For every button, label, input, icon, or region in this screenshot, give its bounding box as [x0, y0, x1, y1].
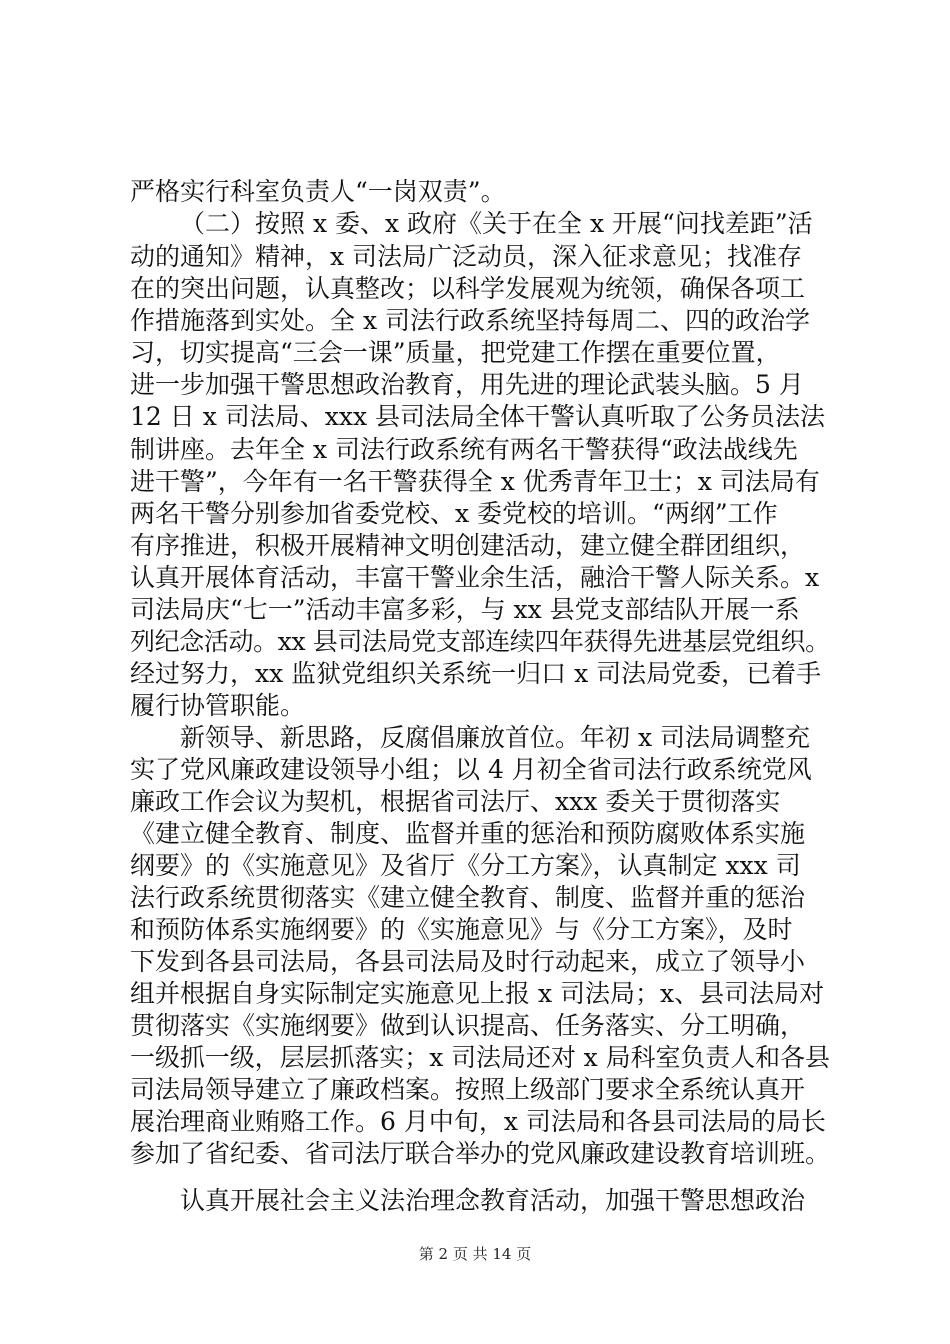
body-text-line: 认真开展体育活动，丰富干警业余生活，融洽干警人际关系。x [130, 563, 820, 592]
body-text-line: 实了党风廉政建设领导小组；以 4 月初全省司法行政系统党风 [130, 755, 812, 784]
body-text-line: 进干警”，今年有一名干警获得全 x 优秀青年卫士；x 司法局有 [130, 467, 820, 496]
body-text-line: 履行协管职能。 [130, 691, 306, 720]
body-text-line: 展治理商业贿赂工作。6 月中旬，x 司法局和各县司法局的局长 [130, 1107, 826, 1136]
body-text-line: 在的突出问题，认真整改；以科学发展观为统领，确保各项工 [130, 274, 806, 303]
body-text-line: 法行政系统贯彻落实《建立健全教育、制度、监督并重的惩治 [130, 883, 806, 912]
body-text-line: 司法局庆“七一”活动丰富多彩，与 xx 县党支部结队开展一系 [130, 595, 800, 624]
body-text-line: 制讲座。去年全 x 司法行政系统有两名干警获得“政法战线先 [130, 435, 798, 464]
body-text-line: 司法局领导建立了廉政档案。按照上级部门要求全系统认真开 [130, 1075, 806, 1104]
body-text-line: 习，切实提高“三会一课”质量，把党建工作摆在重要位置， [130, 338, 781, 367]
body-text-line: （二）按照 x 委、x 政府《关于在全 x 开展“问找差距”活 [180, 209, 813, 238]
body-text-line: 廉政工作会议为契机，根据省司法厅、xxx 委关于贯彻落实 [130, 787, 781, 816]
body-text-line: 动的通知》精神，x 司法局广泛动员，深入征求意见；找准存 [130, 242, 803, 271]
body-text-line: 和预防体系实施纲要》的《实施意见》与《分工方案》，及时 [130, 915, 793, 944]
body-text-line: 新领导、新思路，反腐倡廉放首位。年初 x 司法局调整充 [180, 723, 810, 752]
body-text-line: 12 日 x 司法局、xxx 县司法局全体干警认真听取了公务员法法 [130, 402, 825, 431]
body-text-line: 列纪念活动。xx 县司法局党支部连续四年获得先进基层党组织。 [130, 627, 830, 656]
body-text-line: 组并根据自身实际制定实施意见上报 x 司法局；x、县司法局对 [130, 979, 825, 1008]
body-text-line: 《建立健全教育、制度、监督并重的惩治和预防腐败体系实施 [130, 819, 806, 848]
body-text-line: 两名干警分别参加省委党校、x 委党校的培训。“两纲”工作 [130, 499, 778, 528]
body-text-line: 下发到各县司法局，各县司法局及时行动起来，成立了领导小 [130, 947, 806, 976]
body-text-line: 进一步加强干警思想政治教育，用先进的理论武装头脑。5 月 [130, 370, 804, 399]
body-text-line: 认真开展社会主义法治理念教育活动，加强干警思想政治 [180, 1186, 806, 1215]
body-text-line: 有序推进，积极开展精神文明创建活动，建立健全群团组织， [130, 531, 806, 560]
body-text-line: 经过努力，xx 监狱党组织关系统一归口 x 司法局党委，已着手 [130, 659, 822, 688]
body-text-line: 一级抓一级，层层抓落实；x 司法局还对 x 局科室负责人和各县 [130, 1043, 830, 1072]
body-text-line: 纲要》的《实施意见》及省厅《分工方案》，认真制定 xxx 司 [130, 851, 801, 880]
body-text-line: 贯彻落实《实施纲要》做到认识提高、任务落实、分工明确， [130, 1011, 806, 1040]
body-text-line: 作措施落到实处。全 x 司法行政系统坚持每周二、四的政治学 [130, 306, 810, 335]
body-text-line: 参加了省纪委、省司法厅联合举办的党风廉政建设教育培训班。 [130, 1139, 830, 1168]
page-footer: 第 2 页 共 14 页 [418, 1245, 532, 1263]
body-text-line: 严格实行科室负责人“一岗双责”。 [130, 177, 506, 206]
